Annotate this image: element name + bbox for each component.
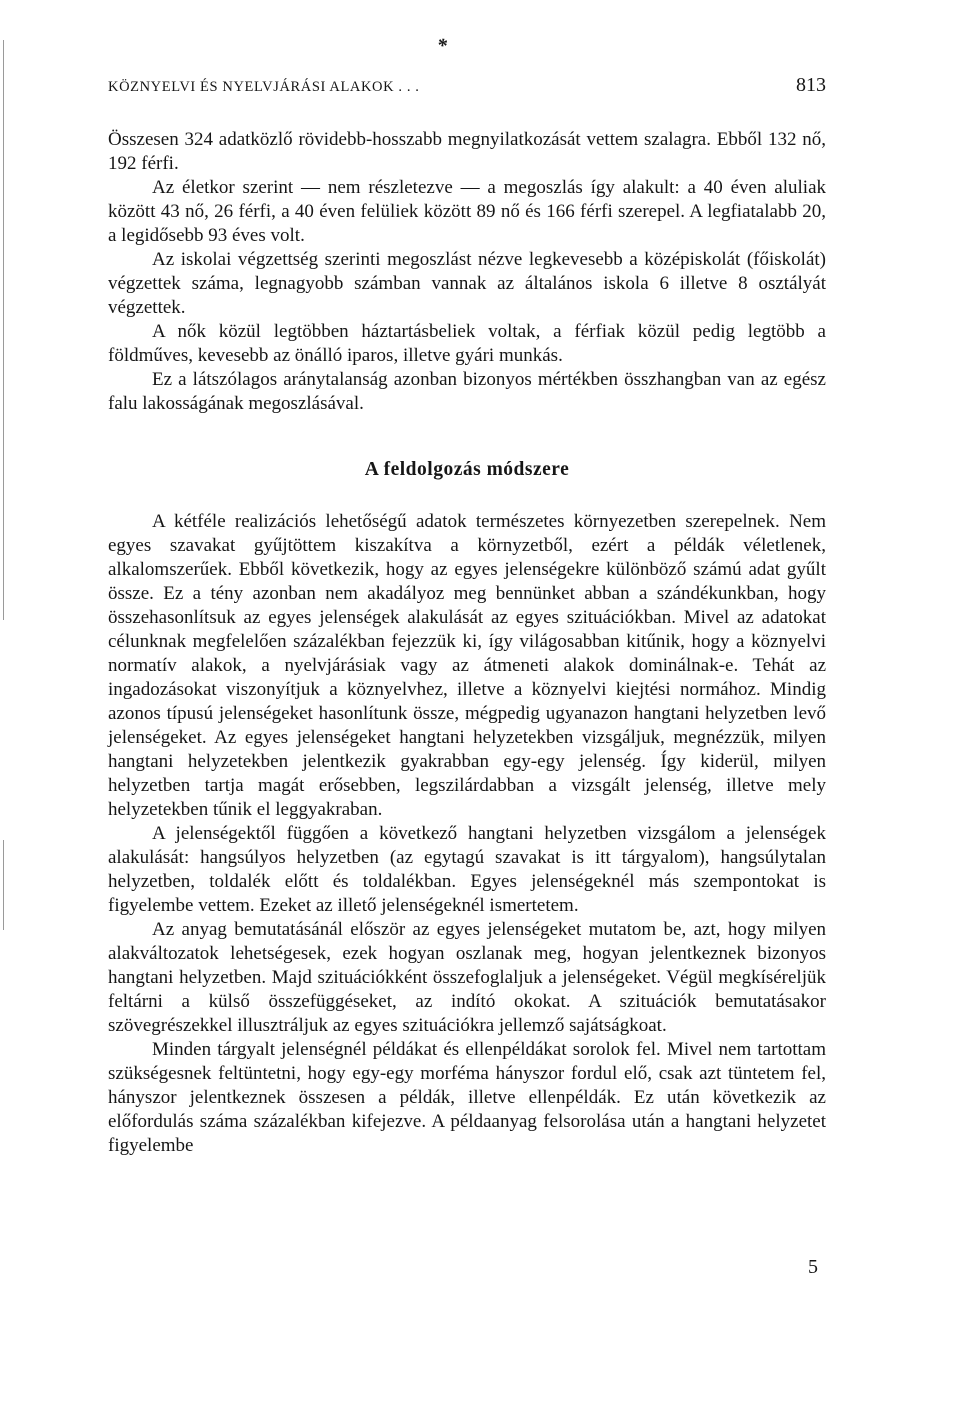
paragraph: A nők közül legtöbben háztartásbeliek voltak, a férfiak közül pedig legtöbb a földműves, kevesebb az önálló iparos, illetve gyári munkás. (108, 321, 826, 366)
paragraph: A jelenségektől függően a következő hangtani helyzetben vizsgálom a jelenségek alakulását: hangsúlyos helyzetben (az egytagú szavakat is itt tárgyalom), hangsúlytalan helyzetben, toldalék előtt és toldalékban. Egyes jelenségeknél más szempontokat is figyelembe vettem. Ezeket az illető jelenségeknél ismertetem. (108, 823, 826, 916)
running-header (108, 74, 826, 100)
scan-edge-line (3, 840, 4, 930)
paragraph: Az anyag bemutatásánál először az egyes jelenségeket mutatom be, azt, hogy milyen alakváltozatok lehetségesek, ezek hogyan oszlanak meg, hogyan jelentkeznek bizonyos hangtani helyzetben. Majd szituációkként összefoglaljuk a jelenségeket. Végül megkíséreljük feltárni a külső összefüggéseket, az indító okokat. A szituációk bemutatásakor szövegrészekkel illusztráljuk az egyes szituációkra jellemző sajátságkoat. (108, 919, 826, 1036)
paragraph: Az iskolai végzettség szerinti megoszlást nézve legkevesebb a középiskolát (főiskolát) végzettek száma, legnagyobb számban vannak az általános iskola 6 illetve 8 osztályát végzettek. (108, 249, 826, 318)
page-number: 813 (796, 74, 826, 96)
signature-number: 5 (808, 1256, 818, 1278)
section-heading: A feldolgozás módszere (364, 459, 570, 480)
scan-edge-line (3, 40, 4, 620)
body-text (108, 128, 826, 1158)
paragraph: Az életkor szerint — nem részletezve — a megoszlás így alakult: a 40 éven aluliak között 43 nő, 26 férfi, a 40 éven felüliek között 89 nő és 166 férfi szerepel. A legfiatalabb 20, a legidősebb 93 éves volt. (108, 177, 826, 246)
paragraph: Összesen 324 adatközlő rövidebb-hosszabb megnyilatkozását vettem szalagra. Ebből 132 nő, 192 férfi. (108, 129, 826, 174)
paragraph: Minden tárgyalt jelenségnél példákat és ellenpéldákat sorolok fel. Mivel nem tartottam szükségesnek feltüntetni, hogy egy-egy morféma hányszor fordul elő, csak azt tüntetem fel, hányszor jelentkeznek összesen a példák, illetve ellenpéldák. Ez után következik az előfordulás száma százalékban kifejezve. A példaanyag felsorolása után a hangtani helyzetet figyelembe (108, 1039, 826, 1156)
header-mark: * (437, 35, 447, 57)
paragraph: Ez a látszólagos aránytalanság azonban bizonyos mértékben összhangban van az egész falu lakosságának megoszlásával. (108, 369, 826, 414)
running-title: KÖZNYELVI ÉS NYELVJÁRÁSI ALAKOK . . . (108, 79, 420, 95)
paragraph: A kétféle realizációs lehetőségű adatok természetes környezetben szerepelnek. Nem egyes szavakat gyűjtöttem kiszakítva a környzetből, ezért a példák véletlenek, alkalomszerűek. Ebből következik, hogy az egyes jelenségekre különböző számú adat gyűlt össze. Ez a tény azonban nem akadályoz meg bennünket abban a szándékunkban, hogy összehasonlítsuk az egyes jelenségek alakulását az egyes szituációkban. Mivel az adatokat célunknak megfelelően százalékban fejezzük ki, így világosabban kitűnik, hogy a köznyelvi normatív alakok, a nyelvjárásiak vagy az átmeneti alakok dominálnak-e. Tehát az ingadozásokat viszonyítjuk a köznyelvhez, illetve a köznyelvi kiejtési normához. Mindig azonos típusú jelenségeket hasonlítunk össze, mégpedig ugyanazon hangtani helyzetben levő jelenségeket. Az egyes jelenségeket hangtani helyzetekben vizsgáljuk, megnézzük, milyen hangtani helyzetekben jelentkezik gyakrabban egy-egy jelenség. Így kiderül, milyen helyzetben tartja magát erősebben, legszilárdabban a vizsgált jelenség, illetve mely helyzetekben tűnik el leggyakraban. (108, 511, 826, 820)
